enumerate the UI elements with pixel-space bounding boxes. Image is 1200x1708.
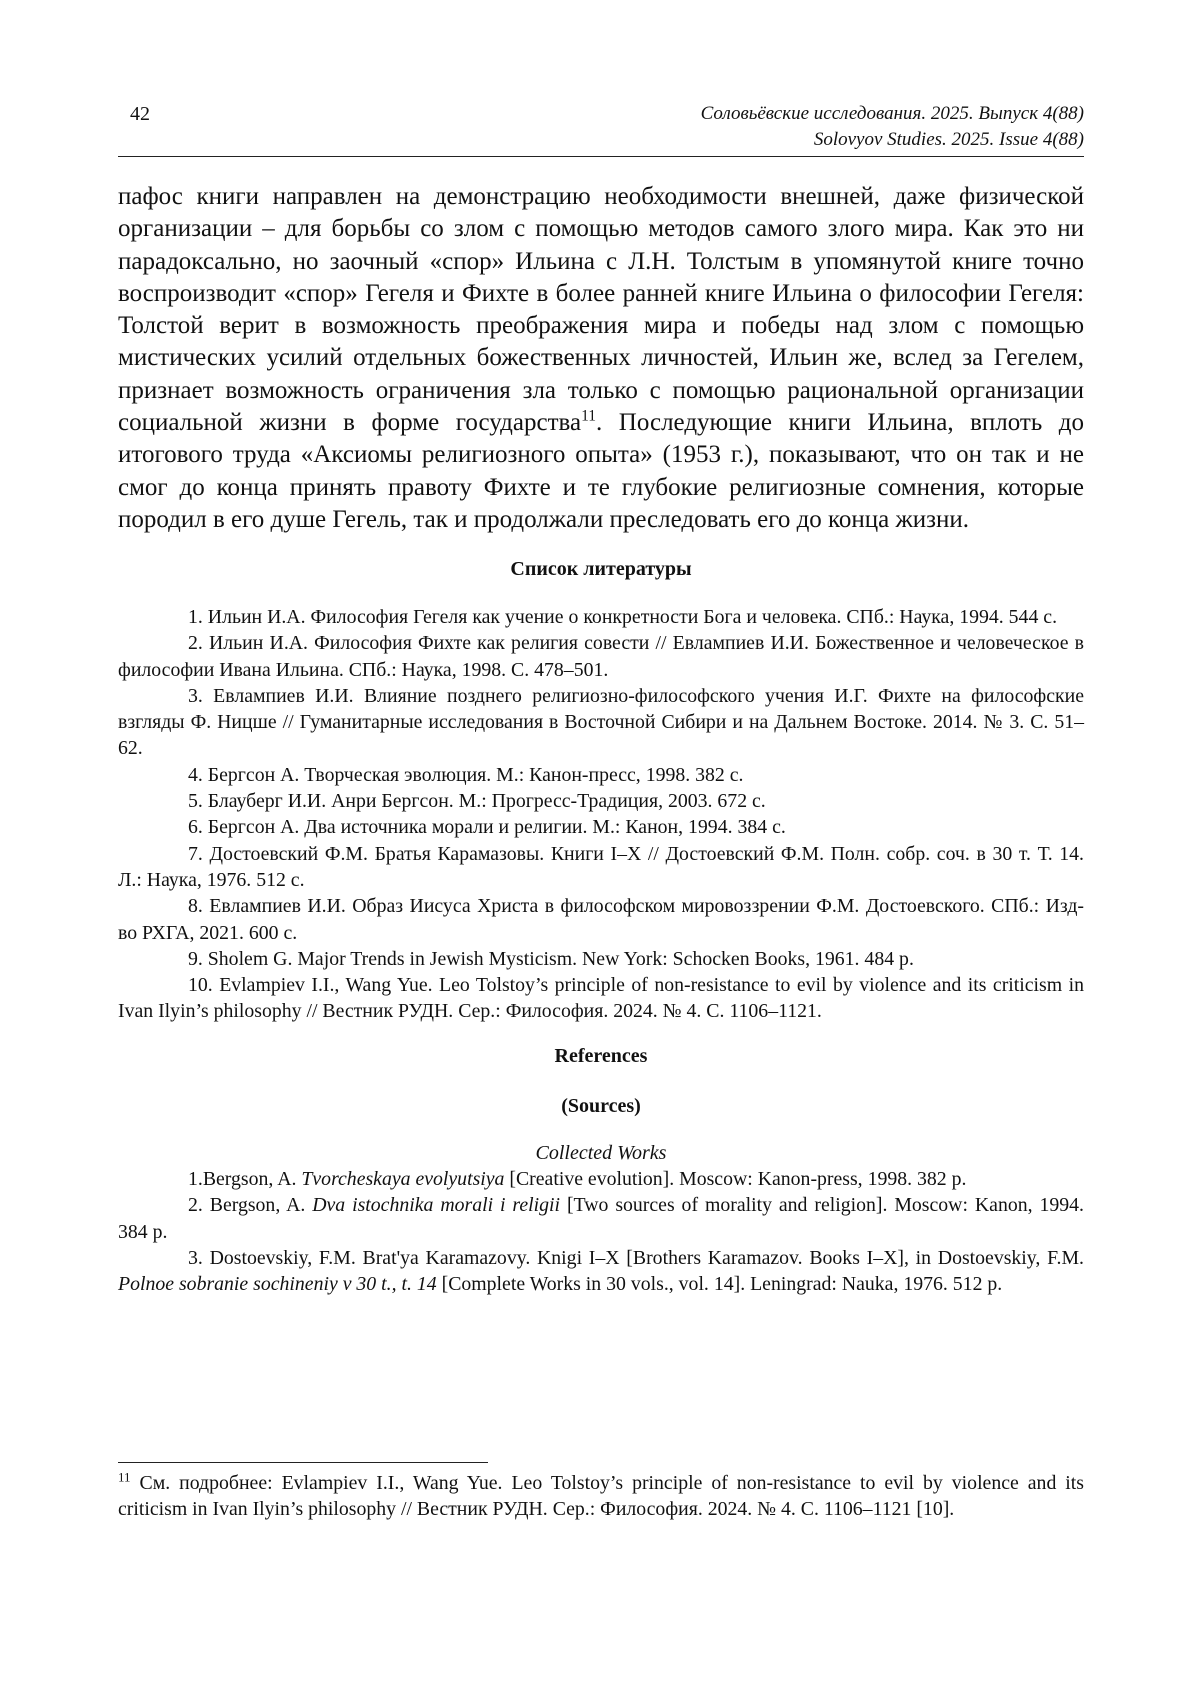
footnote-mark: 11 xyxy=(118,1469,131,1485)
footnote xyxy=(118,1470,1084,1523)
reference-text: 1.Bergson, A. xyxy=(188,1168,302,1190)
journal-title xyxy=(701,101,1084,153)
references-title: References xyxy=(554,1045,648,1067)
bibliography-list xyxy=(118,604,1084,1025)
references-list xyxy=(118,1166,1084,1297)
reference-text: 3. Dostoevskiy, F.M. Brat'ya Karamazovy. Knigi I–X [Brothers Karamazov. Books I–X], in Dostoevskiy, F.M. xyxy=(188,1246,1084,1269)
bibliography-item: 1. Ильин И.А. Философия Гегеля как учение о конкретности Бога и человека. СПб.: Наука, 1994. 544 с. xyxy=(188,606,1058,628)
bibliography-item: 2. Ильин И.А. Философия Фихте как религия совести // Евлампиев И.И. Божественное и человеческое в философии Ивана Ильина. СПб.: Наука, 1998. С. 478–501. xyxy=(118,632,1084,681)
bibliography-item: 9. Sholem G. Major Trends in Jewish Mysticism. New York: Schocken Books, 1961. 484 p. xyxy=(188,947,914,970)
bibliography-item: 6. Бергсон А. Два источника морали и религии. М.: Канон, 1994. 384 с. xyxy=(188,816,786,839)
reference-title-italic: Dva istochnika morali i religii xyxy=(312,1194,561,1217)
header-rule xyxy=(118,156,1084,157)
body-text-part-2: . Последующие книги Ильина, вплоть до итогового труда «Аксиомы религиозного опыта» (1953 г.), показывают, что он так и не смог до конца принять правоту Фихте и те глубокие религиозные сомнения, которые породил в его душе Гегель, так и продолжали преследовать его до конца жизни. xyxy=(118,409,1084,533)
sources-title: (Sources) xyxy=(561,1095,641,1117)
collected-works-label: Collected Works xyxy=(535,1142,667,1164)
reference-title-italic: Polnoe sobranie sochineniy v 30 t., t. 14 xyxy=(118,1273,437,1296)
bibliography-item: 4. Бергсон А. Творческая эволюция. М.: Канон-пресс, 1998. 382 с. xyxy=(188,763,744,786)
reference-title-italic: Tvorcheskaya evolyutsiya xyxy=(301,1168,505,1190)
body-paragraph xyxy=(118,181,1084,536)
reference-item xyxy=(118,1192,1084,1245)
page-number: 42 xyxy=(130,103,150,125)
bibliography-item: 10. Evlampiev I.I., Wang Yue. Leo Tolstoy’s principle of non-resistance to evil by violence and its criticism in Ivan Ilyin’s philosophy // Вестник РУДН. Сер.: Философия. 2024. № 4. С. 1106–1121. xyxy=(118,974,1084,1023)
reference-text: 2. Bergson, A. xyxy=(188,1194,313,1217)
footnote-reference[interactable]: 11 xyxy=(581,407,597,425)
bibliography-item: 7. Достоевский Ф.М. Братья Карамазовы. Книги I–X // Достоевский Ф.М. Полн. собр. соч. в 30 т. Т. 14. Л.: Наука, 1976. 512 с. xyxy=(118,842,1084,891)
journal-title-en: Solovyov Studies. 2025. Issue 4(88) xyxy=(813,129,1084,150)
bibliography-item: 5. Блауберг И.И. Анри Бергсон. М.: Прогресс-Традиция, 2003. 672 с. xyxy=(188,790,766,813)
reference-text: [Two sources of morality and religion]. Moscow: Kanon, 1994. 384 p. xyxy=(118,1194,1084,1243)
bibliography-item: 3. Евлампиев И.И. Влияние позднего религиозно-философского учения И.Г. Фихте на философские взгляды Ф. Ницше // Гуманитарные исследования в Восточной Сибири и на Дальнем Востоке. 2014. № 3. С. 51–62. xyxy=(118,684,1084,760)
bibliography-item: 8. Евлампиев И.И. Образ Иисуса Христа в философском мировоззрении Ф.М. Достоевского. СПб.: Изд-во РХГА, 2021. 600 с. xyxy=(118,895,1084,944)
running-header xyxy=(118,101,1084,157)
footnote-text: См. подробнее: Evlampiev I.I., Wang Yue. Leo Tolstoy’s principle of non-resistance to evil by violence and its criticism in Ivan Ilyin’s philosophy // Вестник РУДН. Сер.: Философия. 2024. № 4. С. 1106–1121 [10]. xyxy=(118,1472,1084,1521)
reference-text: [Complete Works in 30 vols., vol. 14]. Leningrad: Nauka, 1976. 512 p. xyxy=(436,1273,1003,1296)
body-text-part-1: пафос книги направлен на демонстрацию необходимости внешней, даже физической организации – для борьбы со злом с помощью методов самого злого мира. Как это ни парадоксально, но заочный «спор» Ильина с Л.Н. Толстым в упомянутой книге точно воспроизводит «спор» Гегеля и Фихте в более ранней книге Ильина о философии Гегеля: Толстой верит в возможность преображения мира и победы над злом с помощью мистических усилий отдельных божественных личностей, Ильин же, вслед за Гегелем, признает возможность ограничения зла только с помощью рациональной организации социальной жизни в форме государства xyxy=(118,183,1084,437)
reference-text: [Creative evolution]. Moscow: Kanon-press, 1998. 382 p. xyxy=(504,1168,967,1190)
journal-title-ru: Соловьёвские исследования. 2025. Выпуск 4(88) xyxy=(700,103,1084,124)
bibliography-title: Список литературы xyxy=(510,558,692,580)
footnote-rule xyxy=(118,1462,488,1463)
reference-item xyxy=(118,1166,1084,1192)
reference-item xyxy=(118,1245,1084,1298)
